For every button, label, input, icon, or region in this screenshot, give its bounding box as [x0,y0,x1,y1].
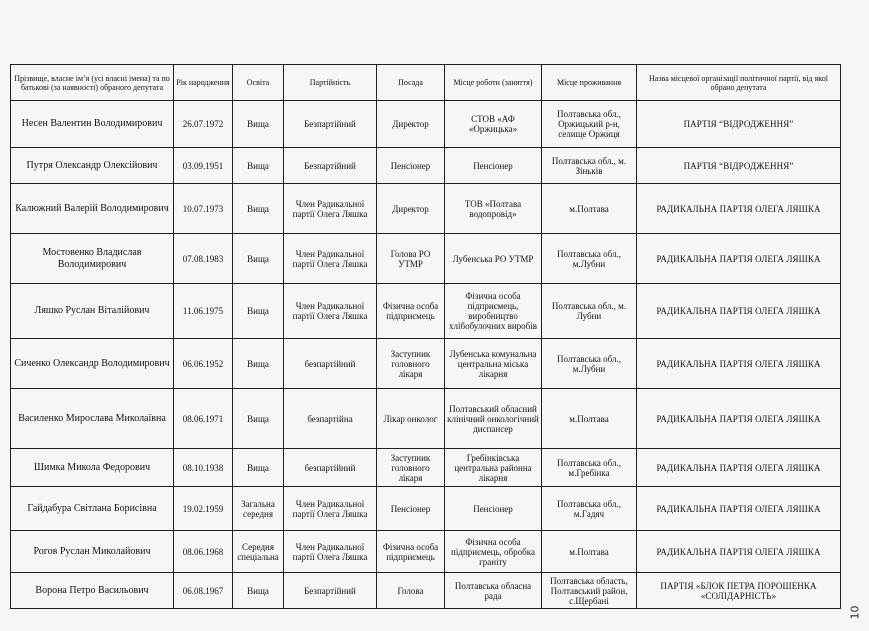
cell-party: Член Радикальної партії Олега Ляшка [284,184,377,234]
cell-education: Вища [233,101,284,148]
cell-party: Член Радикальної партії Олега Ляшка [284,234,377,284]
cell-name: Путря Олександр Олексійович [11,148,174,184]
cell-residence: м.Полтава [542,389,637,449]
cell-year: 06.08.1967 [174,573,233,609]
cell-year: 26.07.1972 [174,101,233,148]
cell-organization: РАДИКАЛЬНА ПАРТІЯ ОЛЕГА ЛЯШКА [637,339,841,389]
cell-party: Безпартійний [284,101,377,148]
cell-name: Шимка Микола Федорович [11,449,174,487]
cell-name: Мостовенко Владислав Володимирович [11,234,174,284]
table-row [11,284,841,339]
cell-education: Вища [233,389,284,449]
cell-education: Вища [233,234,284,284]
cell-year: 03.09.1951 [174,148,233,184]
cell-education: Вища [233,339,284,389]
cell-year: 08.06.1968 [174,531,233,573]
cell-party: Безпартійний [284,573,377,609]
cell-organization: РАДИКАЛЬНА ПАРТІЯ ОЛЕГА ЛЯШКА [637,531,841,573]
cell-residence: Полтавська обл., м.Лубни [542,234,637,284]
header-year: Рік народження [174,65,233,101]
cell-year: 19.02.1959 [174,487,233,531]
cell-year: 10.07.1973 [174,184,233,234]
cell-name: Гайдабура Світлана Борисівна [11,487,174,531]
table-row [11,531,841,573]
table-row [11,389,841,449]
cell-party: Член Радикальної партії Олега Ляшка [284,531,377,573]
table-row [11,573,841,609]
cell-party: Член Радикальної партії Олега Ляшка [284,284,377,339]
cell-position: Фізична особа підприємець [377,531,445,573]
header-party: Партійність [284,65,377,101]
cell-organization: РАДИКАЛЬНА ПАРТІЯ ОЛЕГА ЛЯШКА [637,389,841,449]
cell-workplace: Полтавська обласна рада [445,573,542,609]
cell-position: Голова РО УТМР [377,234,445,284]
table-row [11,449,841,487]
header-residence: Місце проживання [542,65,637,101]
cell-workplace: Пенсіонер [445,148,542,184]
cell-residence: Полтавська обл., Оржицький р-н, селище Оржиця [542,101,637,148]
table-row [11,101,841,148]
cell-party: безпартійна [284,389,377,449]
cell-organization: ПАРТІЯ “ВІДРОДЖЕННЯ” [637,148,841,184]
table-row [11,148,841,184]
cell-education: Середня спеціальна [233,531,284,573]
header-workplace: Місце роботи (заняття) [445,65,542,101]
table-row [11,234,841,284]
cell-party: Член Радикальної партії Олега Ляшка [284,487,377,531]
cell-organization: РАДИКАЛЬНА ПАРТІЯ ОЛЕГА ЛЯШКА [637,449,841,487]
cell-residence: Полтавська область, Полтавський район, с.Щербані [542,573,637,609]
table-row [11,184,841,234]
cell-education: Вища [233,573,284,609]
header-organization: Назва місцевої організації політичної партії, від якої обрано депутата [637,65,841,101]
cell-workplace: ТОВ «Полтава водопровід» [445,184,542,234]
cell-residence: м.Полтава [542,184,637,234]
deputies-table [10,64,841,609]
cell-party: безпартійний [284,339,377,389]
cell-position: Пенсіонер [377,148,445,184]
cell-workplace: Лубенська РО УТМР [445,234,542,284]
cell-position: Лікар онколог [377,389,445,449]
cell-education: Загальна середня [233,487,284,531]
cell-organization: РАДИКАЛЬНА ПАРТІЯ ОЛЕГА ЛЯШКА [637,284,841,339]
cell-name: Ворона Петро Васильович [11,573,174,609]
cell-year: 08.10.1938 [174,449,233,487]
cell-position: Заступник головного лікаря [377,449,445,487]
header-education: Освіта [233,65,284,101]
cell-position: Директор [377,184,445,234]
cell-name: Василенко Мирослава Миколаївна [11,389,174,449]
cell-year: 08.06.1971 [174,389,233,449]
cell-position: Директор [377,101,445,148]
cell-organization: РАДИКАЛЬНА ПАРТІЯ ОЛЕГА ЛЯШКА [637,234,841,284]
table-row [11,339,841,389]
cell-education: Вища [233,449,284,487]
cell-year: 07.08.1983 [174,234,233,284]
cell-name: Сиченко Олександр Володимирович [11,339,174,389]
cell-name: Несен Валентин Володимирович [11,101,174,148]
cell-workplace: Фізична особа підприємець, виробництво хлібобулочних виробів [445,284,542,339]
cell-residence: м.Полтава [542,531,637,573]
cell-party: Безпартійний [284,148,377,184]
cell-workplace: Фізична особа підприємець, обробка граніту [445,531,542,573]
cell-position: Голова [377,573,445,609]
cell-organization: РАДИКАЛЬНА ПАРТІЯ ОЛЕГА ЛЯШКА [637,184,841,234]
cell-position: Пенсіонер [377,487,445,531]
cell-position: Заступник головного лікаря [377,339,445,389]
header-name: Прізвище, власне ім’я (усі власні імена) та по батькові (за наявності) обраного депутата [11,65,174,101]
cell-residence: Полтавська обл., м.Гадяч [542,487,637,531]
cell-residence: Полтавська обл., м.Лубни [542,339,637,389]
cell-workplace: Гребінківська центральна районна лікарня [445,449,542,487]
cell-workplace: СТОВ «АФ «Оржицька» [445,101,542,148]
cell-organization: РАДИКАЛЬНА ПАРТІЯ ОЛЕГА ЛЯШКА [637,487,841,531]
cell-year: 06.06.1952 [174,339,233,389]
cell-year: 11.06.1975 [174,284,233,339]
table-row [11,487,841,531]
cell-position: Фізична особа підприємець [377,284,445,339]
header-position: Посада [377,65,445,101]
cell-education: Вища [233,148,284,184]
cell-organization: ПАРТІЯ «БЛОК ПЕТРА ПОРОШЕНКА «СОЛІДАРНІСТЬ» [637,573,841,609]
cell-name: Рогов Руслан Миколайович [11,531,174,573]
cell-workplace: Полтавський обласний клінічний онкологічний диспансер [445,389,542,449]
cell-workplace: Пенсіонер [445,487,542,531]
cell-education: Вища [233,284,284,339]
page-number: 10 [848,605,862,620]
cell-organization: ПАРТІЯ “ВІДРОДЖЕННЯ” [637,101,841,148]
cell-name: Ляшко Руслан Віталійович [11,284,174,339]
cell-residence: Полтавська обл., м. Зіньків [542,148,637,184]
cell-education: Вища [233,184,284,234]
cell-residence: Полтавська обл., м. Лубни [542,284,637,339]
cell-workplace: Лубенська комунальна центральна міська лікарня [445,339,542,389]
cell-name: Калюжний Валерій Володимирович [11,184,174,234]
cell-party: безпартійний [284,449,377,487]
cell-residence: Полтавська обл., м.Гребінка [542,449,637,487]
table-header-row [11,65,841,101]
